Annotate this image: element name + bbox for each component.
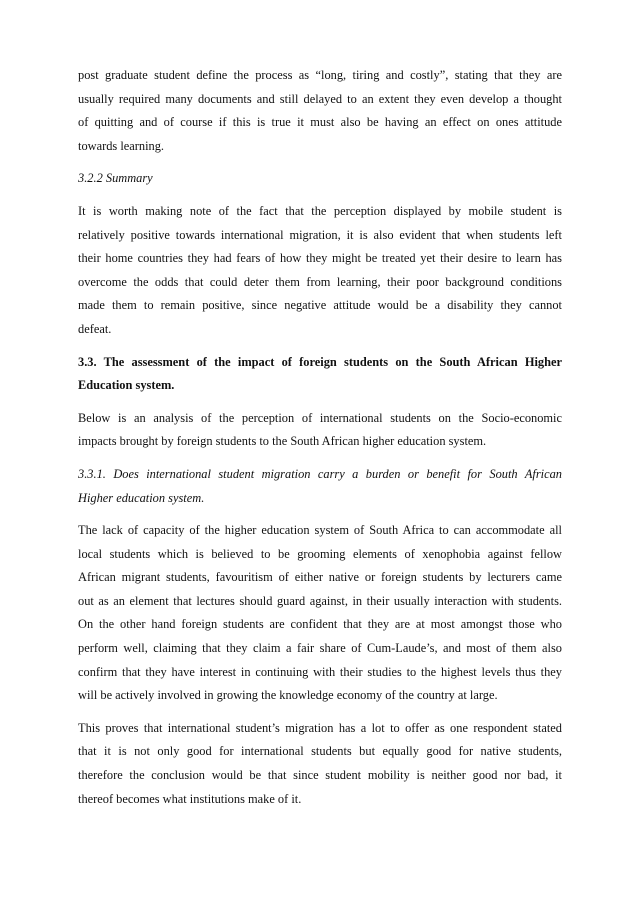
text-line: impacts brought by foreign students to the South African higher education system. [78,434,487,449]
paragraph-below [78,407,562,454]
text-line: will be actively involved in growing the knowledge economy of the country at large. [78,688,498,703]
text-line: 3.3. The assessment of the impact of foreign students on the South African Higher [78,354,562,369]
text-line: towards learning. [78,138,165,153]
summary-heading [78,167,562,191]
text-line: overcome the odds that could deter them from learning, their poor background conditions [78,274,562,289]
paragraph-intro [78,64,562,158]
text-line: Higher education system. [78,490,205,505]
text-line: therefore the conclusion would be that since student mobility is neither good nor bad, it [78,768,562,783]
text-line: usually required many documents and still delayed to an extent they even develop a thought [78,91,562,106]
text-line: out as an element that lectures should guard against, in their usually interaction with students. [78,593,562,608]
text-line: post graduate student define the process as “long, tiring and costly”, stating that they are [78,68,562,82]
paragraph-summary [78,200,562,342]
text-line: It is worth making note of the fact that the perception displayed by mobile student is [78,203,562,218]
paragraph-proves [78,717,562,811]
text-line: 3.3.1. Does international student migration carry a burden or benefit for South African [78,466,562,481]
text-line: made them to remain positive, since negative attitude would be a disability they cannot [78,298,562,313]
document-page [78,64,562,820]
text-line: 3.2.2 Summary [78,171,153,186]
text-line: This proves that international student’s migration has a lot to offer as one respondent stated [78,720,562,735]
text-line: confirm that they have interest in continuing with their studies to the highest levels thus they [78,664,562,679]
text-line: relatively positive towards international migration, it is also evident that when students left [78,227,562,242]
text-line: that it is not only good for international students but equally good for native students, [78,744,562,759]
text-line: perform well, claiming that they claim a fair share of Cum-Laude’s, and most of them also [78,641,562,656]
text-line: The lack of capacity of the higher education system of South Africa to can accommodate all [78,523,562,538]
text-line: defeat. [78,321,112,336]
text-line: thereof becomes what institutions make of it. [78,791,302,806]
paragraph-lack [78,519,562,708]
text-line: Education system. [78,378,175,393]
text-line: African migrant students, favouritism of either native or foreign students by lecturers came [78,570,562,585]
text-line: their home countries they had fears of how they might be treated yet their desire to learn has [78,251,562,266]
text-line: of quitting and of course if this is true it must also be having an effect on ones attitude [78,115,562,130]
text-line: Below is an analysis of the perception of international students on the Socio-economic [78,410,562,425]
text-line: On the other hand foreign students are confident that they are at most amongst those who [78,617,562,632]
text-line: local students which is believed to be grooming elements of xenophobia against fellow [78,546,562,561]
subsection-heading [78,463,562,510]
section-heading [78,351,562,398]
